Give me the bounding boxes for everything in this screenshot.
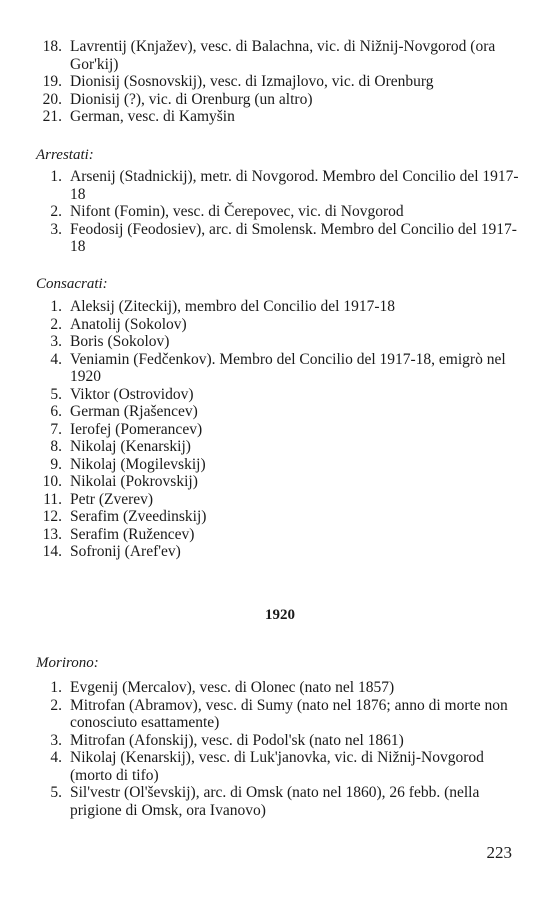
item-text: Nikolai (Pokrovskij) <box>70 473 198 490</box>
item-number: 2. <box>50 696 62 714</box>
item-number: 2. <box>50 203 62 220</box>
list-item <box>22 168 522 203</box>
item-number: 1. <box>50 298 62 315</box>
list-item <box>22 38 522 73</box>
item-text: Nikolaj (Mogilevskij) <box>70 455 206 473</box>
list-item <box>22 697 522 732</box>
item-text: Nifont (Fomin), vesc. di Čerepovec, vic. di Novgorod <box>70 203 404 220</box>
item-text: Anatolij (Sokolov) <box>70 315 187 333</box>
item-number: 9. <box>50 455 62 473</box>
list-item <box>22 526 522 544</box>
list-item <box>22 438 522 456</box>
item-text: Evgenij (Mercalov), vesc. di Olonec (nato nel 1857) <box>70 679 395 696</box>
list-item <box>22 91 522 109</box>
list-item <box>22 298 522 316</box>
item-text: Serafim (Zveedinskij) <box>70 508 207 525</box>
item-text: Boris (Sokolov) <box>70 333 170 350</box>
item-number: 18. <box>42 38 62 55</box>
list-item <box>22 316 522 334</box>
morirono-list <box>22 679 522 819</box>
item-text: Dionisij (?), vic. di Orenburg (un altro) <box>70 90 313 108</box>
list-item <box>22 108 522 126</box>
list-item <box>22 456 522 474</box>
item-number: 4. <box>50 749 62 766</box>
item-number: 8. <box>50 438 62 455</box>
item-number: 1. <box>50 679 62 696</box>
item-text: Veniamin (Fedčenkov). Membro del Concilio del 1917-18, emigrò nel 1920 <box>70 350 506 385</box>
item-text: Petr (Zverev) <box>70 490 154 508</box>
item-number: 2. <box>50 315 62 333</box>
item-number: 6. <box>50 403 62 420</box>
list-item <box>22 221 522 256</box>
heading-morirono: Morirono: <box>36 655 99 671</box>
item-text: Ierofej (Pomerancev) <box>70 420 203 438</box>
item-text: Sil'vestr (Ol'ševskij), arc. di Omsk (nato nel 1860), 26 febb. (nella prigione di Omsk, ora Ivanovo) <box>70 784 480 819</box>
list-item <box>22 386 522 404</box>
item-number: 12. <box>42 508 62 525</box>
item-text: Viktor (Ostrovidov) <box>70 385 194 403</box>
list-item <box>22 732 522 750</box>
item-number: 3. <box>50 220 62 238</box>
page-number: 223 <box>486 843 512 862</box>
item-text: Mitrofan (Abramov), vesc. di Sumy (nato nel 1876; anno di morte non conosciuto esattamente) <box>70 696 508 731</box>
list-item <box>22 351 522 386</box>
heading-consacrati: Consacrati: <box>36 276 108 292</box>
year-heading: 1920 <box>265 607 295 623</box>
item-text: Nikolaj (Kenarskij), vesc. di Luk'janovka, vic. di Nižnij-Novgorod (morto di tifo) <box>70 749 484 784</box>
list-item <box>22 679 522 697</box>
item-number: 3. <box>50 333 62 350</box>
item-number: 7. <box>50 420 62 438</box>
item-text: Serafim (Ružencev) <box>70 525 195 543</box>
item-number: 3. <box>50 731 62 749</box>
item-number: 4. <box>50 350 62 368</box>
list-item <box>22 333 522 351</box>
item-text: Arsenij (Stadnickij), metr. di Novgorod. Membro del Concilio del 1917-18 <box>70 168 519 203</box>
bishops-list-continued <box>22 38 522 126</box>
list-item <box>22 749 522 784</box>
item-text: German, vesc. di Kamyšin <box>70 108 235 125</box>
item-text: Aleksij (Ziteckij), membro del Concilio del 1917-18 <box>70 298 396 315</box>
item-text: Sofronij (Aref'ev) <box>70 543 181 560</box>
list-item <box>22 73 522 91</box>
item-text: German (Rjašencev) <box>70 403 198 420</box>
item-number: 20. <box>42 90 62 108</box>
item-text: Nikolaj (Kenarskij) <box>70 438 191 455</box>
item-text: Mitrofan (Afonskij), vesc. di Podol'sk (nato nel 1861) <box>70 731 404 749</box>
item-number: 13. <box>42 525 62 543</box>
item-number: 14. <box>42 543 62 560</box>
list-item <box>22 784 522 819</box>
list-item <box>22 403 522 421</box>
list-item <box>22 491 522 509</box>
heading-arrestati: Arrestati: <box>36 147 94 163</box>
item-number: 5. <box>50 784 62 801</box>
item-text: Feodosij (Feodosiev), arc. di Smolensk. Membro del Concilio del 1917-18 <box>70 220 517 255</box>
consacrati-list <box>22 298 522 561</box>
item-text: Lavrentij (Knjažev), vesc. di Balachna, vic. di Nižnij-Novgorod (ora Gor'kij) <box>70 38 496 73</box>
list-item <box>22 421 522 439</box>
item-number: 5. <box>50 385 62 403</box>
list-item <box>22 508 522 526</box>
item-number: 21. <box>42 108 62 125</box>
list-item <box>22 473 522 491</box>
list-item <box>22 543 522 561</box>
arrestati-list <box>22 168 522 256</box>
item-number: 1. <box>50 168 62 185</box>
item-number: 11. <box>43 490 62 508</box>
list-item <box>22 203 522 221</box>
item-number: 19. <box>42 73 62 90</box>
item-number: 10. <box>42 473 62 490</box>
item-text: Dionisij (Sosnovskij), vesc. di Izmajlovo, vic. di Orenburg <box>70 73 434 90</box>
